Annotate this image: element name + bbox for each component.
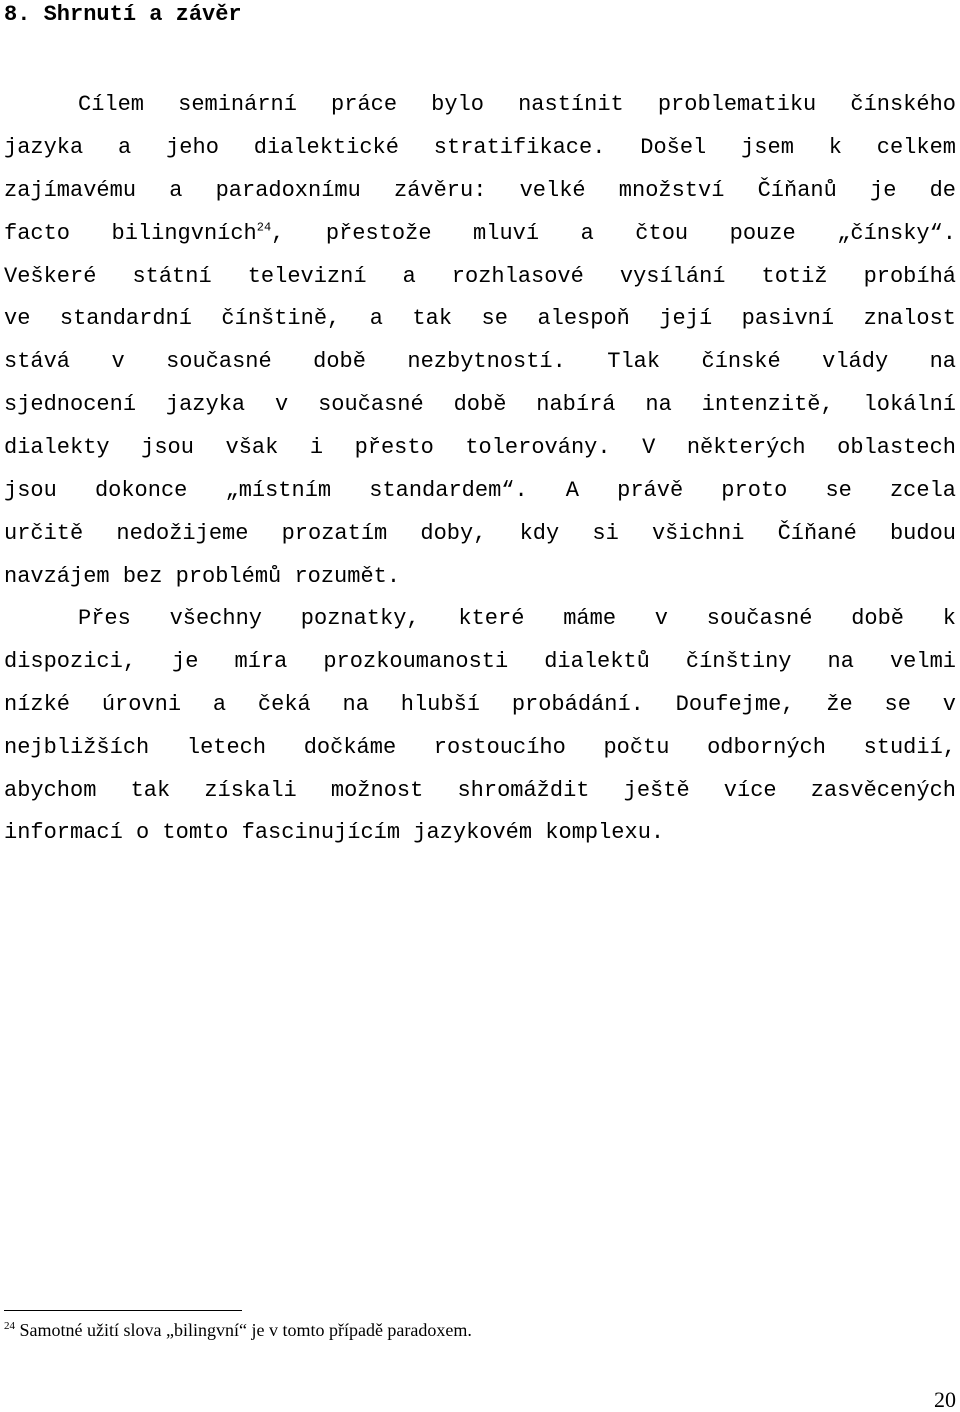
text-line: informací o tomto fascinujícím jazykovém komplexu. xyxy=(4,820,665,846)
text-segment: , přestože mluví a čtou pouze „čínsky“. xyxy=(271,220,956,246)
paragraph-1 xyxy=(4,84,956,599)
text-line: dispozici, je míra prozkoumanosti dialektů čínštiny na velmi xyxy=(4,648,956,674)
text-line: Veškeré státní televizní a rozhlasové vysílání totiž probíhá xyxy=(4,263,956,289)
text-line: určitě nedožijeme prozatím doby, kdy si všichni Číňané budou xyxy=(4,520,956,546)
text-line: nízké úrovni a čeká na hlubší probádání. Doufejme, že se v xyxy=(4,691,956,717)
text-line: Cílem seminární práce bylo nastínit problematiku čínského xyxy=(78,92,956,117)
text-segment: facto bilingvních xyxy=(4,220,257,246)
footnote-number: 24 xyxy=(4,1320,15,1332)
text-line: navzájem bez problémů rozumět. xyxy=(4,563,401,589)
text-line: dialekty jsou však i přesto tolerovány. V některých oblastech xyxy=(4,435,956,461)
text-line: jazyka a jeho dialektické stratifikace. Došel jsem k celkem xyxy=(4,134,956,160)
footnote-text: Samotné užití slova „bilingvní“ je v tomto případě paradoxem. xyxy=(15,1320,472,1340)
page-number: 20 xyxy=(934,1387,956,1412)
text-line: ve standardní čínštině, a tak se alespoň její pasivní znalost xyxy=(4,306,956,332)
text-line: nejbližších letech dočkáme rostoucího počtu odborných studií, xyxy=(4,734,956,760)
footnote-reference[interactable]: 24 xyxy=(256,220,272,235)
text-line: sjednocení jazyka v současné době nabírá na intenzitě, lokální xyxy=(4,392,956,418)
section-heading: 8. Shrnutí a závěr xyxy=(4,2,242,27)
footnote-separator xyxy=(4,1310,242,1311)
text-line: abychom tak získali možnost shromáždit ještě více zasvěcených xyxy=(4,777,956,803)
text-line: Přes všechny poznatky, které máme v současné době k xyxy=(78,606,956,631)
text-line-with-footnote-ref xyxy=(4,213,956,256)
text-line: zajímavému a paradoxnímu závěru: velké množství Číňanů je de xyxy=(4,177,956,203)
footnote xyxy=(4,1318,472,1342)
text-line: jsou dokonce „místním standardem“. A právě proto se zcela xyxy=(4,478,956,504)
paragraph-2 xyxy=(4,598,956,855)
text-line: stává v současné době nezbytností. Tlak čínské vlády na xyxy=(4,349,956,375)
